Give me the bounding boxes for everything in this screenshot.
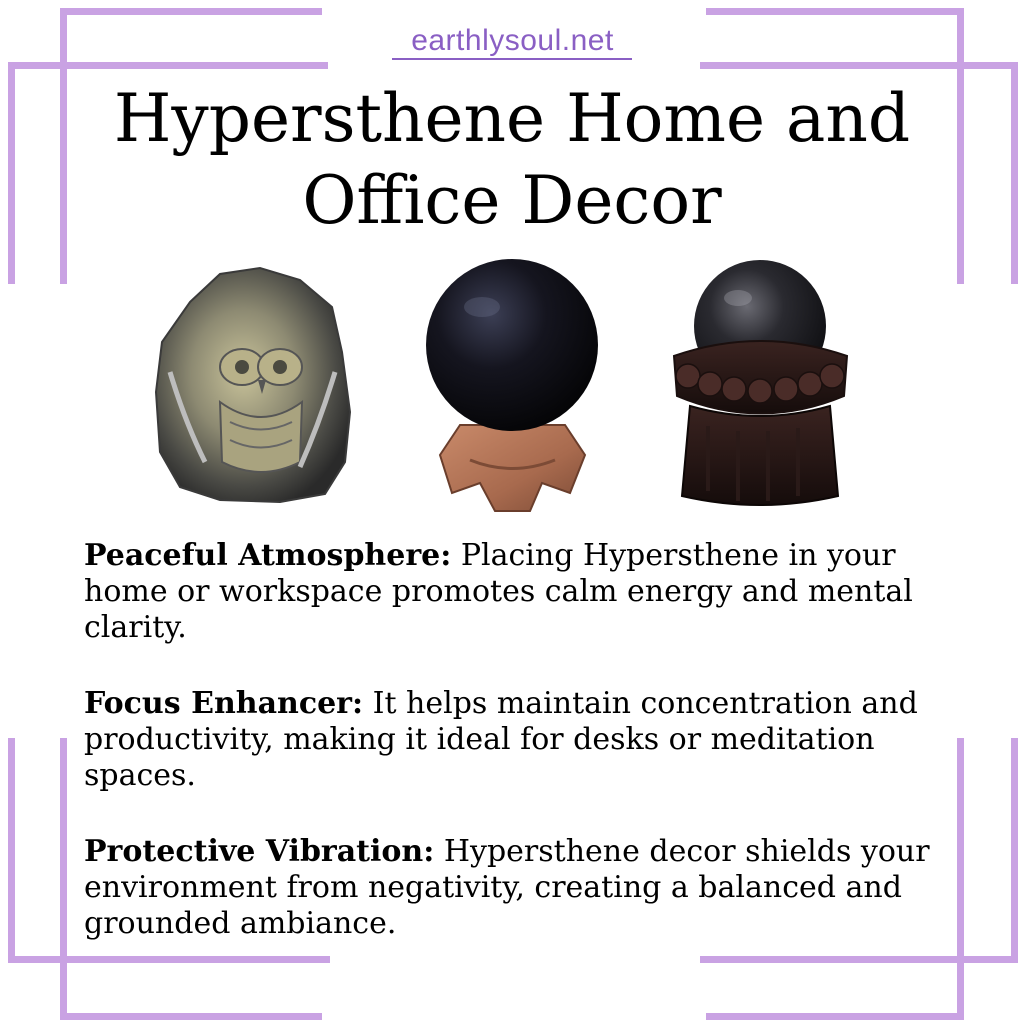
- frame-bar: [957, 8, 964, 284]
- page-title-line-1: Hypersthene Home and: [113, 80, 911, 157]
- sphere-dark-stand-image: [668, 256, 853, 511]
- frame-bar: [700, 62, 1018, 69]
- frame-bar: [700, 956, 1018, 963]
- frame-bar: [1011, 62, 1018, 284]
- section-heading: Peaceful Atmosphere:: [84, 538, 452, 573]
- frame-bar: [8, 738, 15, 962]
- brand-logo-text: earthlysoul.net: [411, 24, 614, 57]
- section-focus-enhancer: [84, 686, 964, 794]
- page-title: [70, 78, 954, 242]
- section-text: Hypersthene decor shields your environment from negativity, creating a balanced and grounded ambiance.: [84, 834, 930, 941]
- section-text: It helps maintain concentration and productivity, making it ideal for desks or meditation spaces.: [84, 686, 918, 793]
- frame-bar: [1011, 738, 1018, 962]
- page-title-line-2: Office Decor: [302, 162, 722, 239]
- owl-figurine-image: [150, 262, 355, 507]
- frame-bar: [706, 8, 964, 15]
- frame-bar: [8, 956, 330, 963]
- section-protective-vibration: [84, 834, 964, 942]
- frame-bar: [60, 8, 67, 284]
- brand-logo-underline: [392, 58, 632, 60]
- sphere-wooden-stand-image: [420, 255, 605, 517]
- frame-bar: [706, 1013, 964, 1020]
- section-peaceful-atmosphere: [84, 538, 964, 646]
- frame-bar: [60, 8, 322, 15]
- frame-bar: [8, 62, 328, 69]
- frame-bar: [60, 1013, 322, 1020]
- frame-bar: [60, 738, 67, 1020]
- section-text: Placing Hypersthene in your home or workspace promotes calm energy and mental clarity.: [84, 538, 913, 645]
- frame-bar: [8, 62, 15, 284]
- section-heading: Protective Vibration:: [84, 834, 435, 869]
- section-heading: Focus Enhancer:: [84, 686, 364, 721]
- brand-logo: [390, 22, 635, 60]
